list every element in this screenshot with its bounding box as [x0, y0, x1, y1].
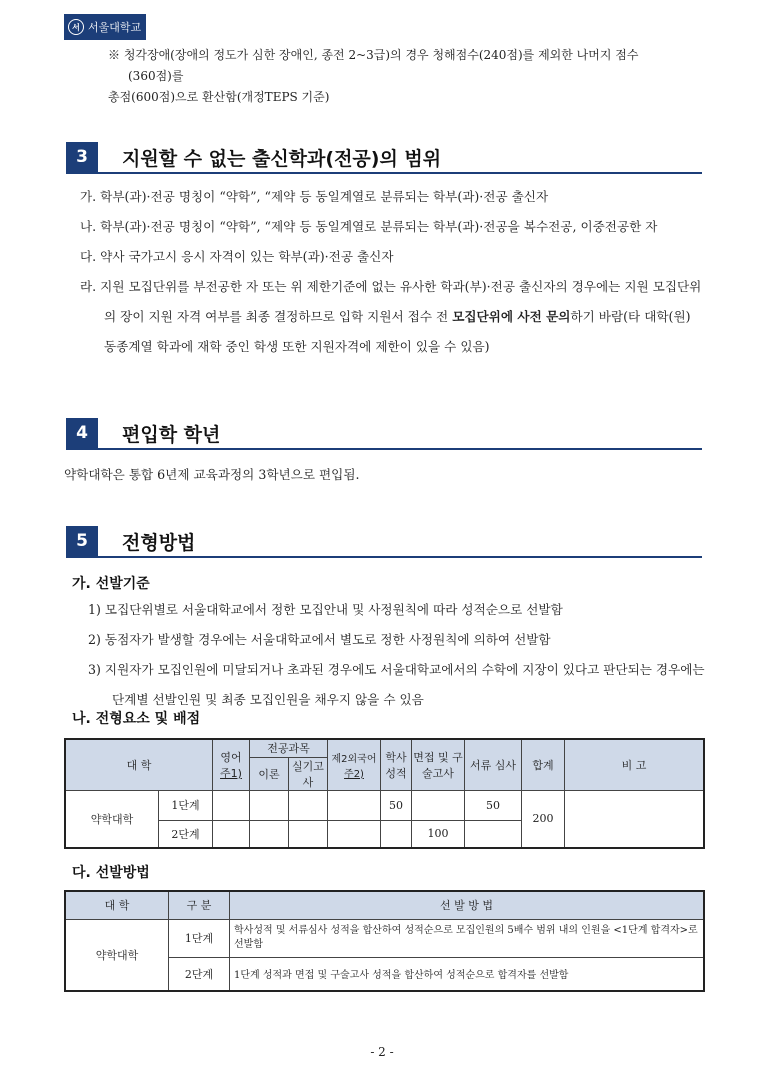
list-item: 1) 모집단위별로 서울대학교에서 정한 모집안내 및 사정원칙에 따라 성적순으로 선발함 — [88, 602, 563, 617]
header-division: 구 분 — [169, 891, 230, 919]
cell-empty — [213, 820, 250, 848]
list-item: 다. 약사 국가고시 응시 자격이 있는 학부(과)·전공 출신자 — [80, 249, 394, 264]
section-4-text: 약학대학은 통합 6년제 교육과정의 3학년으로 편입됨. — [64, 467, 360, 482]
cell-university: 약학대학 — [65, 919, 169, 991]
cell-remarks — [565, 790, 705, 848]
list-item — [80, 272, 706, 362]
section-3-header — [66, 142, 702, 174]
header-interview: 면접 및 구술고사 — [412, 739, 465, 790]
cell-empty — [412, 790, 465, 820]
header-major: 전공과목 — [250, 739, 328, 757]
note-line-3: 총점(600점)으로 환산함(개정TEPS 기준) — [108, 90, 330, 104]
cell-university: 약학대학 — [65, 790, 159, 848]
cell-empty — [328, 820, 381, 848]
cell-total: 200 — [522, 790, 565, 848]
section-number: 3 — [66, 142, 98, 172]
header-document-review: 서류 심사 — [465, 739, 522, 790]
cell-empty — [213, 790, 250, 820]
header-gpa: 학사성적 — [381, 739, 412, 790]
header-remarks: 비 고 — [565, 739, 705, 790]
subheading-selection-method: 다. 선발방법 — [72, 865, 150, 881]
subheading-score-elements: 나. 전형요소 및 배점 — [72, 711, 201, 727]
note-line-2: (360점)를 — [128, 69, 184, 83]
cell-empty — [465, 820, 522, 848]
header-english: 영어 주1) — [213, 739, 250, 790]
criteria-list — [88, 595, 706, 715]
header-theory: 이론 — [250, 757, 289, 790]
note-line-1: ※ 청각장애(장애의 정도가 심한 장애인, 종전 2~3급)의 경우 청해점수(240점)를 제외한 나머지 점수 — [108, 48, 639, 62]
cell-method-stage-1: 학사성적 및 서류심사 성적을 합산하여 성적순으로 모집인원의 5배수 범위 내의 인원을 <1단계 합격자>로 선발함 — [230, 919, 705, 957]
section-5-header — [66, 526, 702, 558]
list-item: 3) 지원자가 모집인원에 미달되거나 초과된 경우에도 서울대학교에서의 수학에 지장이 있다고 판단되는 경우에는 단계별 선발인원 및 최종 모집인원을 채우지 않을 수 있음 — [88, 662, 705, 707]
cell-stage-2: 2단계 — [169, 957, 230, 991]
header-university: 대 학 — [65, 891, 169, 919]
cell-empty — [381, 820, 412, 848]
cell-empty — [328, 790, 381, 820]
list-item: 나. 학부(과)·전공 명칭이 “약학”, “제약 등 동일계열로 분류되는 학부(과)·전공을 복수전공, 이중전공한 자 — [80, 219, 658, 234]
list-item: 가. 학부(과)·전공 명칭이 “약학”, “제약 등 동일계열로 분류되는 학부(과)·전공 출신자 — [80, 189, 549, 204]
section-title: 편입학 학년 — [122, 424, 221, 446]
header-practical: 실기고사 — [289, 757, 328, 790]
cell-interview-score: 100 — [412, 820, 465, 848]
cell-gpa-score: 50 — [381, 790, 412, 820]
cell-empty — [289, 790, 328, 820]
list-item: 2) 동점자가 발생할 경우에는 서울대학교에서 별도로 정한 사정원칙에 의하여 선발함 — [88, 632, 551, 647]
cell-method-stage-2: 1단계 성적과 면접 및 구술고사 성적을 합산하여 성적순으로 합격자를 선발함 — [230, 957, 705, 991]
header-total: 합계 — [522, 739, 565, 790]
section-4-header — [66, 418, 702, 450]
cell-empty — [250, 820, 289, 848]
item-ra-emphasis: 모집단위에 사전 문의 — [452, 309, 571, 324]
method-table — [64, 890, 705, 992]
cell-empty — [289, 820, 328, 848]
cell-stage-1: 1단계 — [169, 919, 230, 957]
item-ra-text-end: 하기 바람(타 대학(원) 동종계열 학과에 재학 중인 학생 또한 지원자격에 제한이 있을 수 있음) — [104, 309, 691, 354]
university-emblem-icon: 서 — [68, 19, 84, 35]
section-3-body — [80, 182, 706, 362]
cell-stage-1: 1단계 — [159, 790, 213, 820]
section-number: 4 — [66, 418, 98, 448]
page-number: - 2 - — [370, 1045, 394, 1059]
cell-empty — [250, 790, 289, 820]
section-title: 지원할 수 없는 출신학과(전공)의 범위 — [122, 148, 442, 170]
logo-text: 서울대학교 — [88, 21, 142, 34]
section-number: 5 — [66, 526, 98, 556]
subheading-criteria: 가. 선발기준 — [72, 576, 150, 592]
item-ra-text: 라. 지원 모집단위를 부전공한 자 또는 위 제한기준에 없는 유사한 학과(부)·전공 출신자의 경우에는 지원 모집단위의 장이 지원 자격 여부를 최종 결정하므로 입학 지원서 접수 전 — [80, 279, 702, 324]
section-title: 전형방법 — [122, 532, 196, 554]
teps-note — [108, 45, 708, 108]
cell-stage-2: 2단계 — [159, 820, 213, 848]
university-logo — [64, 14, 146, 40]
cell-docs-score: 50 — [465, 790, 522, 820]
score-table — [64, 738, 705, 849]
header-second-language: 제2외국어 주2) — [328, 739, 381, 790]
header-method: 선 발 방 법 — [230, 891, 705, 919]
header-university: 대 학 — [65, 739, 213, 790]
